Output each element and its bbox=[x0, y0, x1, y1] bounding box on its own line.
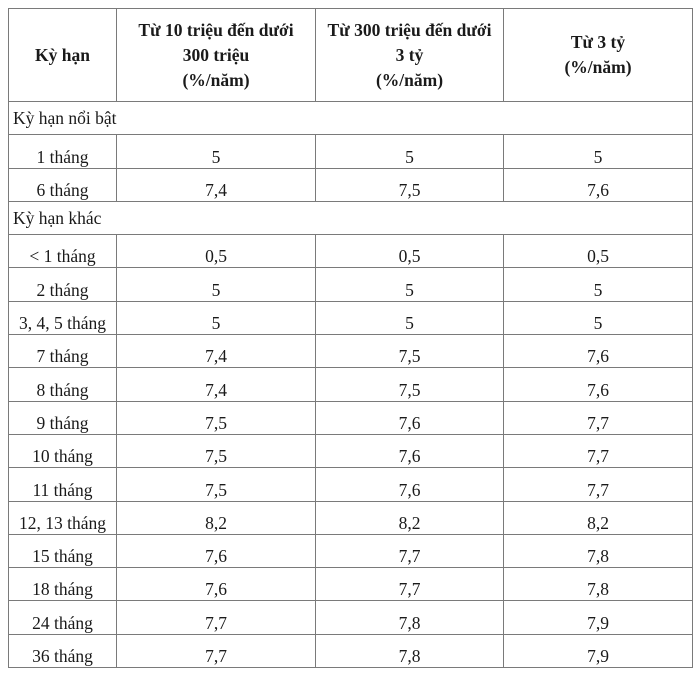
term-cell: 11 tháng bbox=[9, 468, 117, 501]
header-term bbox=[9, 9, 117, 102]
header-tier-3 bbox=[504, 9, 693, 102]
header-line: 300 triệu bbox=[182, 44, 250, 65]
term-cell: 2 tháng bbox=[9, 268, 117, 301]
table-row bbox=[9, 534, 693, 567]
table-row bbox=[9, 168, 693, 201]
table-row bbox=[9, 235, 693, 268]
rate-cell-tier-1: 7,4 bbox=[117, 335, 316, 368]
header-line: Từ 300 triệu đến dưới bbox=[327, 19, 492, 40]
rate-cell-tier-2: 0,5 bbox=[316, 235, 504, 268]
rate-cell-tier-1: 7,6 bbox=[117, 568, 316, 601]
header-line: (%/năm) bbox=[182, 69, 250, 90]
rate-cell-tier-3: 7,9 bbox=[504, 634, 693, 667]
rate-cell-tier-3: 7,7 bbox=[504, 401, 693, 434]
rate-cell-tier-2: 7,7 bbox=[316, 534, 504, 567]
rate-cell-tier-2: 5 bbox=[316, 268, 504, 301]
table-row bbox=[9, 368, 693, 401]
table-row bbox=[9, 301, 693, 334]
term-cell: 9 tháng bbox=[9, 401, 117, 434]
term-cell: 1 tháng bbox=[9, 135, 117, 168]
table-row bbox=[9, 601, 693, 634]
group-label: Kỳ hạn khác bbox=[9, 201, 693, 234]
term-cell: 6 tháng bbox=[9, 168, 117, 201]
table-row bbox=[9, 568, 693, 601]
header-row bbox=[9, 9, 693, 102]
rate-cell-tier-2: 7,5 bbox=[316, 368, 504, 401]
term-cell: < 1 tháng bbox=[9, 235, 117, 268]
rate-cell-tier-1: 5 bbox=[117, 268, 316, 301]
table-body bbox=[9, 102, 693, 668]
header-line: Kỳ hạn bbox=[35, 44, 90, 65]
rate-cell-tier-2: 5 bbox=[316, 301, 504, 334]
rate-cell-tier-1: 7,5 bbox=[117, 468, 316, 501]
rate-cell-tier-2: 7,6 bbox=[316, 468, 504, 501]
rate-cell-tier-3: 7,7 bbox=[504, 468, 693, 501]
rate-cell-tier-2: 7,8 bbox=[316, 601, 504, 634]
rate-cell-tier-3: 7,9 bbox=[504, 601, 693, 634]
table-row bbox=[9, 468, 693, 501]
header-tier-1 bbox=[117, 9, 316, 102]
header-line: (%/năm) bbox=[375, 69, 444, 90]
group-row bbox=[9, 201, 693, 234]
rate-cell-tier-3: 8,2 bbox=[504, 501, 693, 534]
term-cell: 3, 4, 5 tháng bbox=[9, 301, 117, 334]
table-row bbox=[9, 135, 693, 168]
header-line: Từ 10 triệu đến dưới bbox=[138, 19, 294, 40]
rate-cell-tier-1: 0,5 bbox=[117, 235, 316, 268]
rate-cell-tier-3: 7,7 bbox=[504, 434, 693, 467]
header-line: 3 tỷ bbox=[395, 44, 424, 65]
table-row bbox=[9, 634, 693, 667]
rate-cell-tier-1: 7,5 bbox=[117, 401, 316, 434]
rate-cell-tier-1: 5 bbox=[117, 135, 316, 168]
rate-cell-tier-2: 7,5 bbox=[316, 335, 504, 368]
rate-cell-tier-3: 7,8 bbox=[504, 568, 693, 601]
table-row bbox=[9, 501, 693, 534]
term-cell: 18 tháng bbox=[9, 568, 117, 601]
rate-cell-tier-3: 7,8 bbox=[504, 534, 693, 567]
term-cell: 12, 13 tháng bbox=[9, 501, 117, 534]
term-cell: 15 tháng bbox=[9, 534, 117, 567]
rate-cell-tier-2: 5 bbox=[316, 135, 504, 168]
group-label: Kỳ hạn nổi bật bbox=[9, 102, 693, 135]
rate-cell-tier-2: 7,6 bbox=[316, 401, 504, 434]
rate-cell-tier-1: 7,6 bbox=[117, 534, 316, 567]
rate-cell-tier-1: 7,4 bbox=[117, 368, 316, 401]
rate-cell-tier-1: 7,7 bbox=[117, 601, 316, 634]
table-row bbox=[9, 434, 693, 467]
rate-cell-tier-2: 7,7 bbox=[316, 568, 504, 601]
term-cell: 8 tháng bbox=[9, 368, 117, 401]
table-row bbox=[9, 401, 693, 434]
rate-cell-tier-3: 7,6 bbox=[504, 168, 693, 201]
term-cell: 36 tháng bbox=[9, 634, 117, 667]
term-cell: 24 tháng bbox=[9, 601, 117, 634]
term-cell: 10 tháng bbox=[9, 434, 117, 467]
interest-rate-table bbox=[8, 8, 693, 668]
rate-cell-tier-2: 7,8 bbox=[316, 634, 504, 667]
header-line: Từ 3 tỷ bbox=[570, 32, 626, 52]
table-row bbox=[9, 268, 693, 301]
rate-cell-tier-1: 7,4 bbox=[117, 168, 316, 201]
header-line: (%/năm) bbox=[564, 57, 632, 77]
rate-cell-tier-1: 7,5 bbox=[117, 434, 316, 467]
rate-cell-tier-3: 7,6 bbox=[504, 335, 693, 368]
rate-cell-tier-3: 5 bbox=[504, 301, 693, 334]
rate-cell-tier-1: 5 bbox=[117, 301, 316, 334]
rate-table-container bbox=[8, 8, 693, 668]
rate-cell-tier-3: 0,5 bbox=[504, 235, 693, 268]
rate-cell-tier-1: 8,2 bbox=[117, 501, 316, 534]
rate-cell-tier-3: 5 bbox=[504, 135, 693, 168]
group-row bbox=[9, 102, 693, 135]
rate-cell-tier-2: 7,6 bbox=[316, 434, 504, 467]
header-tier-2 bbox=[316, 9, 504, 102]
rate-cell-tier-3: 7,6 bbox=[504, 368, 693, 401]
term-cell: 7 tháng bbox=[9, 335, 117, 368]
table-row bbox=[9, 335, 693, 368]
rate-cell-tier-3: 5 bbox=[504, 268, 693, 301]
rate-cell-tier-2: 8,2 bbox=[316, 501, 504, 534]
rate-cell-tier-2: 7,5 bbox=[316, 168, 504, 201]
rate-cell-tier-1: 7,7 bbox=[117, 634, 316, 667]
